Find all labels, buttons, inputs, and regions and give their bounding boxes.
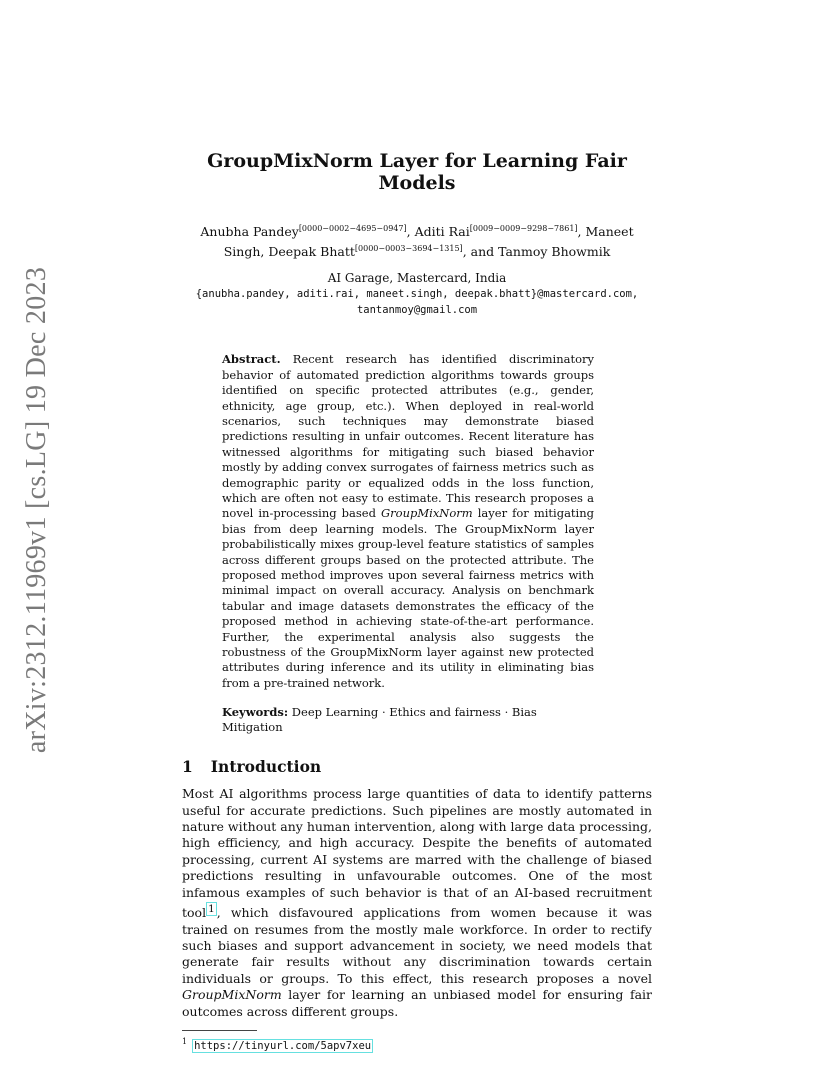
footnote-rule xyxy=(182,1030,257,1031)
keywords-label: Keywords: xyxy=(222,705,289,720)
email-line: {anubha.pandey, aditi.rai, maneet.singh, deepak.bhatt}@mastercard.com, xyxy=(195,288,639,301)
abstract-label: Abstract. xyxy=(222,352,281,367)
intro-paragraph xyxy=(182,786,652,1020)
footnote-link[interactable]: 1 xyxy=(208,903,215,916)
orcid-superscript: [0000−0002−4695−0947] xyxy=(298,224,407,233)
intro-text: , which disfavoured applications from women because it was trained on resumes from the mostly male workforce. In order to rectify such biases and support advancement in society, we need models that generate fair results without any discrimination towards certain individuals or groups. To this effect, this research proposes a novel xyxy=(182,905,652,986)
author-separator: , xyxy=(406,224,415,240)
keywords-text: Deep Learning · Ethics and fairness · Bias Mitigation xyxy=(222,705,537,735)
author-name: Aditi Rai xyxy=(414,224,470,240)
footnote xyxy=(182,1035,652,1053)
abstract xyxy=(222,352,594,691)
keywords xyxy=(222,705,594,735)
author-name: Deepak Bhatt xyxy=(268,244,355,260)
section-number: 1 xyxy=(182,757,193,777)
orcid-superscript: [0000−0003−3694−1315] xyxy=(354,244,463,254)
intro-text: layer for learning an unbiased model for ensuring fair outcomes across different groups. xyxy=(182,987,652,1019)
intro-emphasis: GroupMixNorm xyxy=(182,987,282,1003)
author-list xyxy=(182,220,652,260)
footnote-mark: 1 xyxy=(182,1037,188,1047)
intro-text: Most AI algorithms process large quantities of data to identify patterns useful for accurate predictions. Such pipelines are mostly automated in nature without any human intervention, along with large data processing, high efficiency, and high accuracy. Despite the benefits of automated processing, current AI systems are marred with the challenge of biased predictions resulting in unfavourable outcomes. One of the most infamous examples of such behavior is that of an AI-based recruitment tool xyxy=(182,786,652,921)
affiliation: AI Garage, Mastercard, India xyxy=(327,271,507,286)
footnote-url-link[interactable]: https://tinyurl.com/5apv7xeu xyxy=(194,1039,372,1052)
author-separator: , Maneet Singh, xyxy=(223,224,634,260)
arxiv-identifier xyxy=(14,266,60,754)
paper-page xyxy=(182,150,652,1053)
email-line: tantanmoy@gmail.com xyxy=(356,304,478,317)
author-name: Anubha Pandey xyxy=(200,224,299,240)
section-title: Introduction xyxy=(210,757,322,777)
abstract-text: layer for mitigating bias from deep learning models. The GroupMixNorm layer probabilistically mixes group-level feature statistics of samples across different groups based on the protected attribute. The proposed method improves upon several fairness metrics with minimal impact on overall accuracy. Analysis on benchmark tabular and image datasets demonstrates the efficacy of the proposed method in achieving state-of-the-art performance. Further, the experimental analysis also suggests the robustness of the GroupMixNorm layer against new protected attributes during inference and its utility in eliminating bias from a pre-trained network. xyxy=(222,506,594,690)
orcid-superscript: [0009−0009−9298−7861] xyxy=(469,224,578,233)
author-separator: , and Tanmoy Bhowmik xyxy=(462,244,611,260)
arxiv-identifier-text: arXiv:2312.11969v1 [cs.LG] 19 Dec 2023 xyxy=(21,266,53,754)
abstract-emphasis: GroupMixNorm xyxy=(380,506,473,521)
abstract-text: Recent research has identified discriminatory behavior of automated prediction algorithms towards groups identified on specific protected attributes (e.g., gender, ethnicity, age group, etc.). When deployed in real-world scenarios, such techniques may demonstrate biased predictions resulting in unfair outcomes. Recent literature has witnessed algorithms for mitigating such biased behavior mostly by adding convex surrogates of fairness metrics such as demographic parity or equalized odds in the loss function, which are often not easy to estimate. This research proposes a novel in-processing based xyxy=(222,352,594,521)
paper-title: GroupMixNorm Layer for Learning Fair Models xyxy=(207,150,627,194)
section-heading xyxy=(182,757,652,776)
